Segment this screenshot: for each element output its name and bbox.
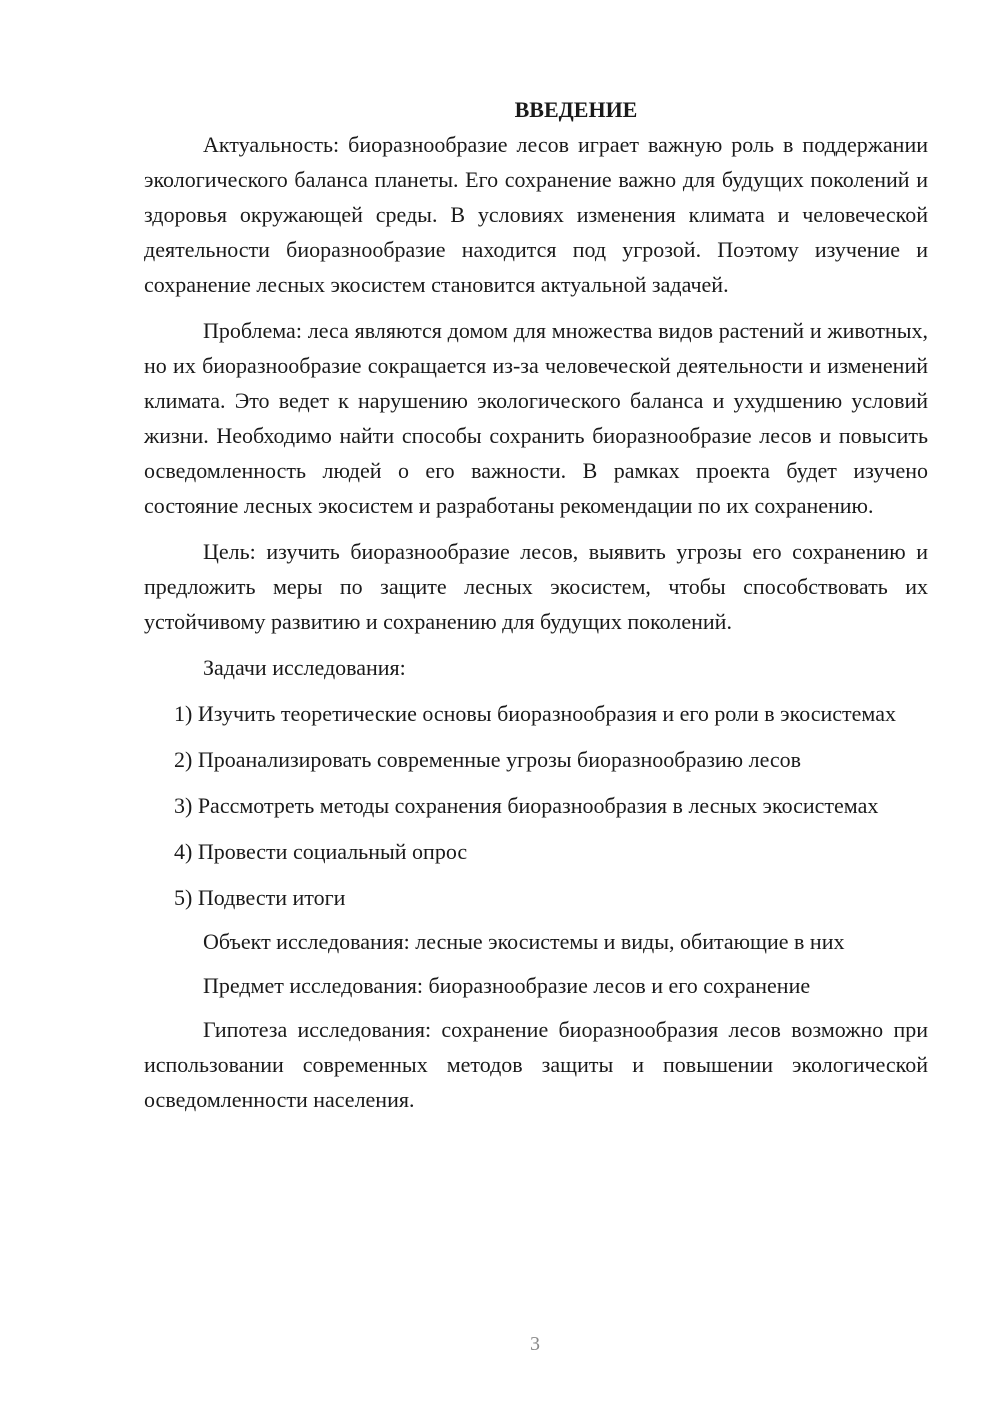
hypothesis-paragraph: Гипотеза исследования: сохранение биоразнообразия лесов возможно при использовании современных методов защиты и повышении экологической осведомленности населения. [144, 1017, 928, 1112]
goal-paragraph: Цель: изучить биоразнообразие лесов, выявить угрозы его сохранению и предложить меры по защите лесных экосистем, чтобы способствовать их устойчивому развитию и сохранению для будущих поколений. [144, 539, 928, 634]
page-number: 3 [530, 1333, 540, 1355]
document-page [144, 92, 928, 1117]
task-item: 3) Рассмотреть методы сохранения биоразнообразия в лесных экосистемах [174, 793, 879, 818]
task-item: 4) Провести социальный опрос [174, 839, 468, 864]
task-item: 1) Изучить теоретические основы биоразнообразия и его роли в экосистемах [174, 701, 896, 726]
tasks-heading: Задачи исследования: [203, 655, 406, 680]
object-paragraph: Объект исследования: лесные экосистемы и виды, обитающие в них [203, 929, 845, 954]
relevance-paragraph: Актуальность: биоразнообразие лесов играет важную роль в поддержании экологического баланса планеты. Его сохранение важно для будущих поколений и здоровья окружающей среды. В условиях изменения климата и человеческой деятельности биоразнообразие находится под угрозой. Поэтому изучение и сохранение лесных экосистем становится актуальной задачей. [144, 132, 928, 297]
page-title: ВВЕДЕНИЕ [514, 97, 638, 122]
task-item: 2) Проанализировать современные угрозы биоразнообразию лесов [174, 747, 802, 772]
subject-paragraph: Предмет исследования: биоразнообразие лесов и его сохранение [203, 973, 811, 998]
problem-paragraph: Проблема: леса являются домом для множества видов растений и животных, но их биоразнообразие сокращается из-за человеческой деятельности и изменений климата. Это ведет к нарушению экологического баланса и ухудшению условий жизни. Необходимо найти способы сохранить биоразнообразие лесов и повысить осведомленность людей о его важности. В рамках проекта будет изучено состояние лесных экосистем и разработаны рекомендации по их сохранению. [144, 318, 928, 518]
task-item: 5) Подвести итоги [174, 885, 346, 910]
